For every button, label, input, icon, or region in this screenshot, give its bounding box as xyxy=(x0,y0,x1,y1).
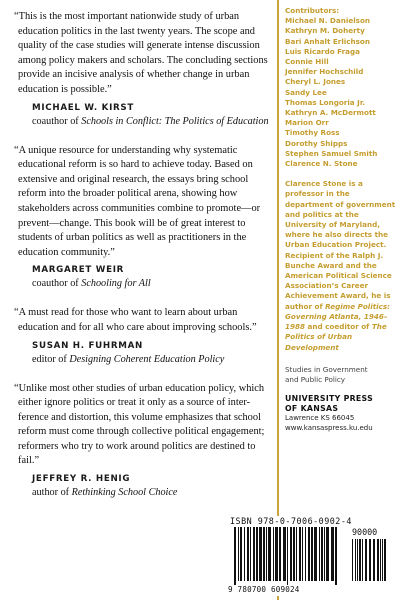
bio-title-2: The Politics of Urban Development xyxy=(285,322,387,352)
contributor-name: Michael N. Danielson xyxy=(285,16,371,26)
barcode-bar xyxy=(302,527,303,581)
blurb xyxy=(14,10,277,128)
barcode-bar xyxy=(382,539,383,581)
barcode-bar xyxy=(238,527,239,581)
contributors-list xyxy=(285,16,397,169)
contributor-name: Connie Hill xyxy=(285,57,329,67)
barcode-bar xyxy=(357,539,358,581)
barcode-bar xyxy=(250,527,251,581)
blurb-credit xyxy=(32,486,277,499)
barcode-bar xyxy=(266,527,267,581)
barcode-panel xyxy=(228,516,396,596)
credit-prefix: editor of xyxy=(32,353,70,365)
barcode-bar xyxy=(275,527,278,581)
press-name-line: UNIVERSITY PRESS xyxy=(285,394,374,404)
credit-title: Schools in Conflict: The Politics of Education xyxy=(81,115,269,127)
contributor-name: Timothy Ross xyxy=(285,128,340,138)
price-code: 90000 xyxy=(352,527,378,537)
bio-middle: and coeditor of xyxy=(305,322,372,332)
barcode-bar xyxy=(380,539,381,581)
barcode-bar xyxy=(373,539,375,581)
series-line: Studies in Government xyxy=(285,364,368,374)
contributor-name: Bari Anhalt Erlichson xyxy=(285,36,370,46)
info-column xyxy=(285,6,397,433)
contributor-name: Clarence N. Stone xyxy=(285,159,358,169)
ean-digits: 9 780700 609024 xyxy=(228,585,300,594)
bio-title-1: Regime Politics: Governing Atlanta, 1946–1988 xyxy=(285,301,391,332)
series-name xyxy=(285,365,397,385)
barcode-bar xyxy=(311,527,313,581)
credit-title: Rethinking School Choice xyxy=(71,487,178,499)
contributor-name: Dorothy Shipps xyxy=(285,138,348,148)
credit-prefix: coauthor of xyxy=(32,115,82,127)
barcode-bar xyxy=(263,527,265,581)
series-line: and Public Policy xyxy=(285,374,346,384)
barcode-bar xyxy=(314,527,317,581)
barcode-bar xyxy=(234,527,236,585)
barcode-bar xyxy=(384,539,386,581)
blurb-quote: “A must read for those who want to learn about urban education and for all who care about improving schools.” xyxy=(14,307,257,333)
bio-text: Clarence Stone is a professor in the department of government and politics at the University of Maryland, where he also directs the Urban Education Project. Recipient of the Ralph J. Bunche Award and the American Political Science Association’s Career Achievement Award, he is author of xyxy=(285,179,396,311)
barcode-bar xyxy=(331,527,334,581)
barcode-bar xyxy=(287,527,288,585)
blurb xyxy=(14,306,277,365)
barcode-bar xyxy=(359,539,361,581)
press-address: Lawrence KS 66045 xyxy=(285,414,355,423)
blurb xyxy=(14,382,277,500)
barcode-bar xyxy=(335,527,337,585)
barcode-bar xyxy=(321,527,323,581)
barcode-bar xyxy=(296,527,297,581)
press-name-line: OF KANSAS xyxy=(285,404,339,414)
credit-prefix: coauthor of xyxy=(32,278,82,290)
barcode-bar xyxy=(319,527,320,581)
barcode-bar xyxy=(365,539,367,581)
credit-prefix: author of xyxy=(32,487,72,499)
contributor-name: Sandy Lee xyxy=(285,87,327,97)
isbn-label: ISBN 978-0-7006-0902-4 xyxy=(230,516,352,526)
blurb-author: MARGARET WEIR xyxy=(32,265,125,276)
blurb-quote: “Unlike most other studies of urban education policy, which either ignore politics or treat it only as a source of inter-ference and distortion, this volume emphasizes that school reform must come through collective political engagement; reformers who try to work around politics are destined to fail.” xyxy=(14,382,265,467)
barcode-bar xyxy=(259,527,262,581)
barcode-bar xyxy=(324,527,325,581)
barcode-bar xyxy=(273,527,274,581)
barcode-bar xyxy=(279,527,281,581)
blurb-author: JEFFREY R. HENIG xyxy=(32,474,131,485)
barcode-bar xyxy=(299,527,301,581)
contributor-name: Jennifer Hochschild xyxy=(285,67,364,77)
barcode-bar xyxy=(247,527,249,581)
contributor-name: Cheryl L. Jones xyxy=(285,77,346,87)
barcode-bar xyxy=(256,527,258,581)
blurb-author: SUSAN H. FUHRMAN xyxy=(32,340,143,351)
barcode-bar xyxy=(377,539,379,581)
contributors-heading: Contributors: xyxy=(285,6,340,15)
gold-divider xyxy=(277,0,279,600)
press-name xyxy=(285,394,397,414)
contributor-name: Thomas Longoria Jr. xyxy=(285,97,366,107)
barcode-bar xyxy=(244,527,245,581)
barcode-bar xyxy=(253,527,255,581)
barcode-bar xyxy=(326,527,329,581)
barcode-bar xyxy=(355,539,356,581)
contributor-name: Kathryn A. McDermott xyxy=(285,108,376,118)
barcode-bar xyxy=(352,539,353,581)
barcode-bar xyxy=(240,527,242,581)
contributor-name: Kathryn M. Doherty xyxy=(285,26,365,36)
blurb-credit xyxy=(32,353,277,366)
contributor-name: Luis Ricardo Fraga xyxy=(285,46,361,56)
contributor-name: Stephen Samuel Smith xyxy=(285,148,378,158)
barcode-bar xyxy=(283,527,286,581)
blurb-credit xyxy=(32,277,277,290)
editor-bio xyxy=(285,179,397,352)
barcode-bar xyxy=(268,527,271,581)
blurb-quote: “This is the most important nationwide study of urban education politics in the last twenty years. The scope and quality of the case studies will generate intense discussion among policy makers and scholars. The concluding sections provide an incisive analysis of whether change in urban education is possible.” xyxy=(14,11,268,95)
blurb-credit xyxy=(32,115,277,128)
blurb-author: MICHAEL W. KIRST xyxy=(32,102,134,113)
barcode-bar xyxy=(308,527,310,581)
press-website[interactable]: www.kansaspress.ku.edu xyxy=(285,423,373,432)
credit-title: Schooling for All xyxy=(81,278,151,290)
barcode-bar xyxy=(305,527,306,581)
blurb-quote: “A unique resource for understanding why systematic educational reform is so hard to achieve today. Based on extensive and original research, the essays bring school reform into the broader political arena, showing how stakeholders across communities combine to promote—or prevent—change. This book will be of great interest to students of urban politics as well as practitioners in the education community.” xyxy=(14,144,261,258)
contributor-name: Marion Orr xyxy=(285,118,329,128)
credit-title: Designing Coherent Education Policy xyxy=(69,353,225,365)
barcode-bar xyxy=(293,527,295,581)
blurb xyxy=(14,144,277,291)
barcode-bar xyxy=(362,539,363,581)
barcode-bar xyxy=(369,539,371,581)
barcode-bar xyxy=(290,527,292,581)
